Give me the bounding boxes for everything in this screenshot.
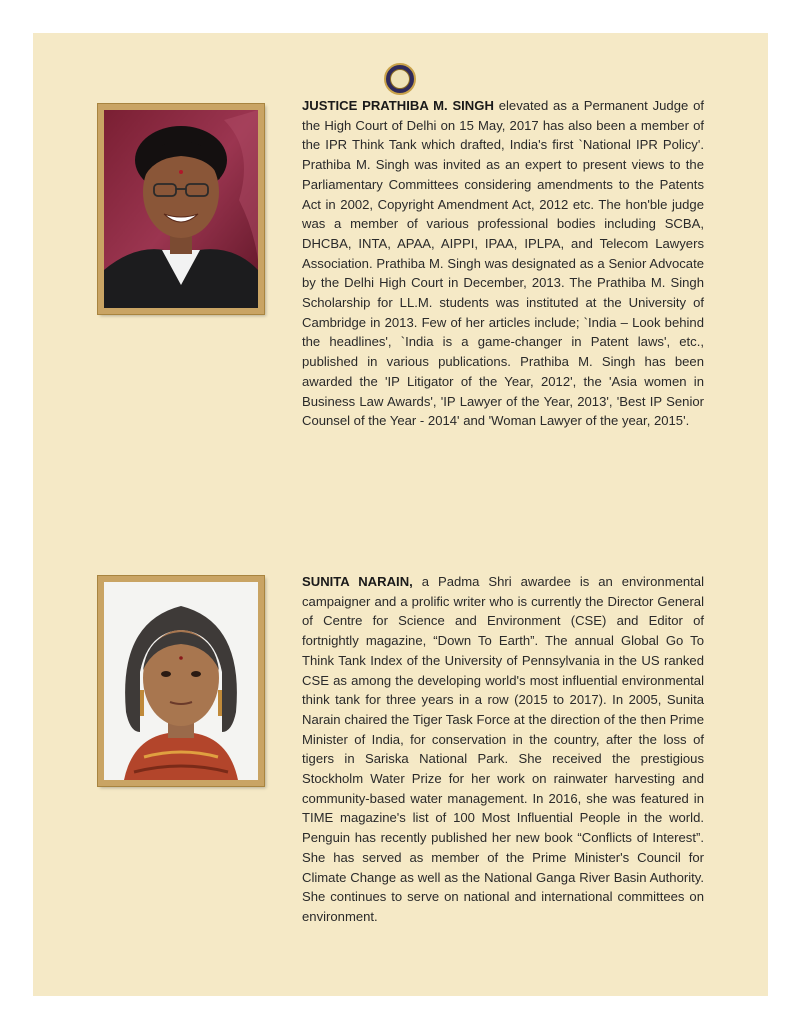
portrait-frame-sunita-narain (98, 576, 264, 786)
person-name: SUNITA NARAIN, (302, 574, 413, 589)
bio-text: a Padma Shri awardee is an environmental campaigner and a prolific writer who is currently the Director General of Centre for Science and Environment (CSE) and Editor of fortnightly magazine, “Down To Earth”. The annual Global Go To Think Tank Index of the University of Pennsylvania in the US ranked CSE as among the developing world's most influential environmental think tank for three years in a row (2015 to 2017). In 2005, Sunita Narain chaired the Tiger Task Force at the direction of the then Prime Minister of India, for conservation in the country, after the loss of tigers in Sariska National Park. She received the prestigious Stockholm Water Prize for her work on rainwater harvesting and community-based water management. In 2016, she was featured in TIME magazine's list of 100 Most Influential People in the world. Penguin has recently published her new book “Conflicts of Interest”. She has served as member of the Prime Minister's Council for Climate Change as well as the National Ganga River Basin Authority. She continues to serve on national and international committees on environment. (302, 574, 704, 924)
bio-text: elevated as a Permanent Judge of the High Court of Delhi on 15 May, 2017 has also been a member of the IPR Think Tank which drafted, India's first `National IPR Policy'. Prathiba M. Singh was invited as an expert to present views to the Parliamentary Committees considering amendments to the Patents Act in 2002, Copyright Amendment Act, 2012 etc. The hon'ble judge was a member of various professional bodies including SCBA, DHCBA, INTA, APAA, AIPPI, IPAA, IPLPA, and Telecom Lawyers Association. Prathiba M. Singh was designated as a Senior Advocate by the Delhi High Court in December, 2013. The Prathiba M. Singh Scholarship for LL.M. students was instituted at the University of Cambridge in 2013. Few of her articles include; `India – Look behind the headlines', `India is a game-changer in Patent laws', etc., published in various publications. Prathiba M. Singh has been awarded the 'IP Litigator of the Year, 2012', the 'Asia women in Business Law Awards', 'IP Lawyer of the Year, 2013', 'Best IP Senior Counsel of the Year - 2014' and 'Woman Lawyer of the year, 2015'. (302, 98, 704, 429)
bio-sunita-narain (302, 572, 704, 927)
bio-prathiba-singh (302, 96, 704, 431)
person-name: JUSTICE PRATHIBA M. SINGH (302, 98, 494, 113)
emblem-seal-icon (384, 63, 416, 95)
portrait-frame-prathiba-singh (98, 104, 264, 314)
portrait-sunita-narain (104, 582, 258, 780)
portrait-prathiba-singh (104, 110, 258, 308)
emblem-seal-inner (390, 69, 410, 89)
